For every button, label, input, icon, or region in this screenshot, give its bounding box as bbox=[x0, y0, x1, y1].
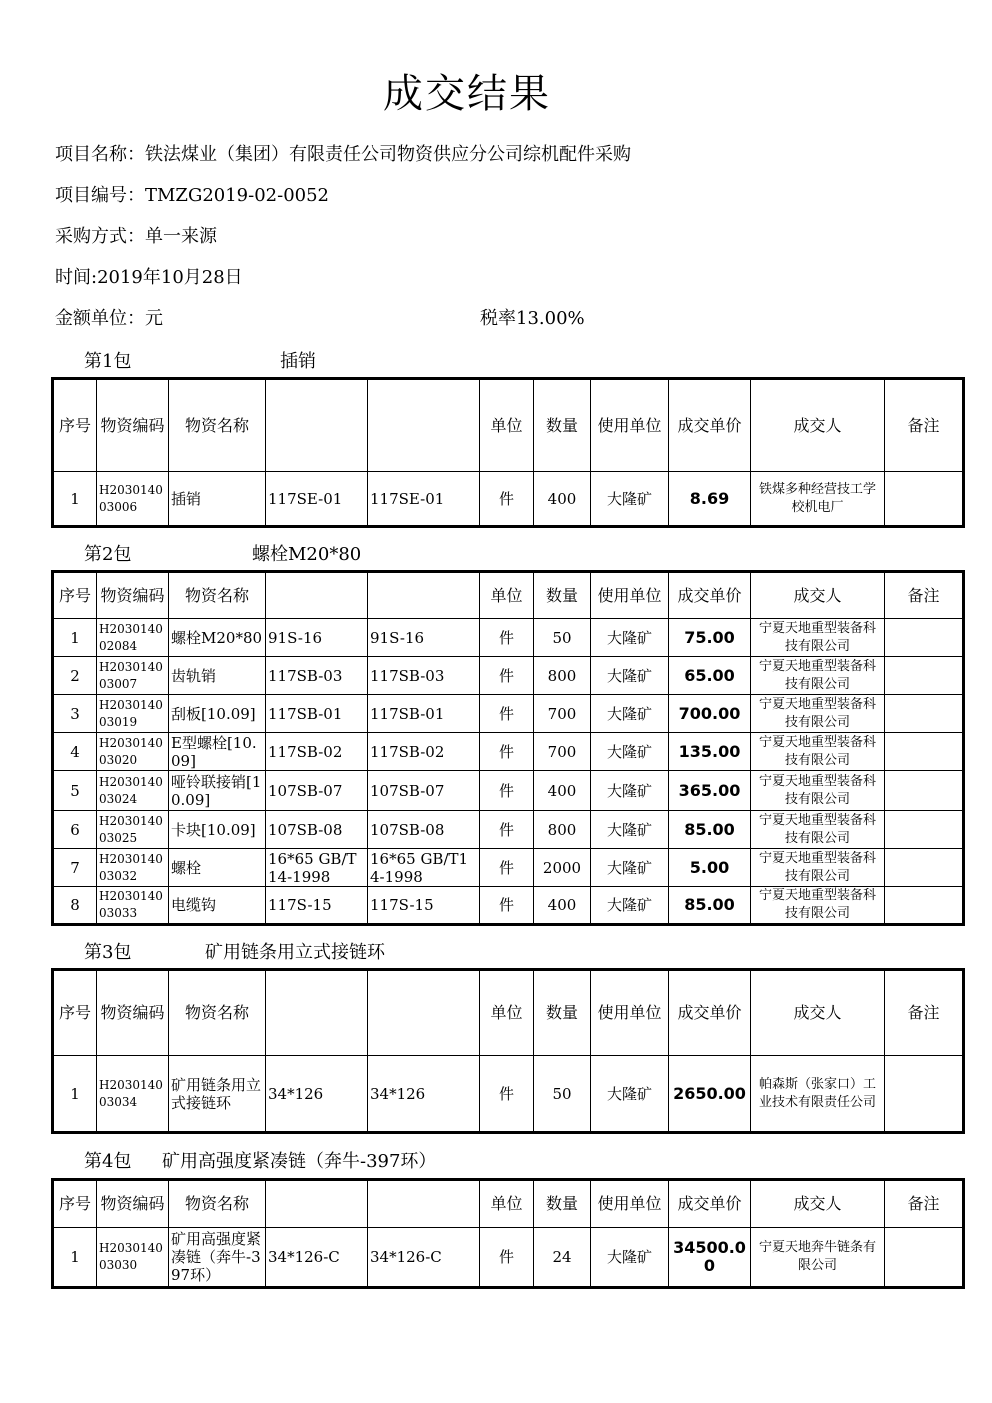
package-name: 矿用链条用立式接链环 bbox=[205, 942, 385, 963]
cell-seq: 8 bbox=[53, 887, 97, 925]
table-row bbox=[53, 1228, 964, 1288]
package-table bbox=[51, 968, 965, 1134]
cell-name: 卡块[10.09] bbox=[169, 811, 266, 849]
cell-supplier: 铁煤多种经营技工学校机电厂 bbox=[751, 472, 885, 527]
table-row bbox=[53, 619, 964, 657]
cell-user: 大隆矿 bbox=[591, 657, 669, 695]
cell-user: 大隆矿 bbox=[591, 849, 669, 887]
cell-name: 插销 bbox=[169, 472, 266, 527]
column-header-unit: 单位 bbox=[480, 572, 534, 619]
column-header-user: 使用单位 bbox=[591, 970, 669, 1056]
cell-deal: 34*126-C bbox=[368, 1228, 480, 1288]
table-row bbox=[53, 771, 964, 811]
column-header-unit: 单位 bbox=[480, 1180, 534, 1228]
cell-ref: 117S-15 bbox=[266, 887, 368, 925]
column-header-price: 成交单价 bbox=[669, 379, 751, 472]
cell-ref: 117SB-02 bbox=[266, 733, 368, 771]
cell-seq: 2 bbox=[53, 657, 97, 695]
cell-supplier: 宁夏天地重型装备科技有限公司 bbox=[751, 811, 885, 849]
table-row bbox=[53, 1056, 964, 1133]
column-header-unit: 单位 bbox=[480, 379, 534, 472]
table-row bbox=[53, 695, 964, 733]
column-header-user: 使用单位 bbox=[591, 572, 669, 619]
package-table bbox=[51, 1178, 965, 1289]
package-number: 第3包 bbox=[84, 942, 132, 963]
cell-unit: 件 bbox=[480, 733, 534, 771]
cell-remark bbox=[885, 619, 964, 657]
cell-remark bbox=[885, 1228, 964, 1288]
cell-user: 大隆矿 bbox=[591, 771, 669, 811]
cell-name: 矿用链条用立式接链环 bbox=[169, 1056, 266, 1133]
cell-unit: 件 bbox=[480, 1228, 534, 1288]
cell-ref: 107SB-08 bbox=[266, 811, 368, 849]
cell-qty: 700 bbox=[534, 733, 591, 771]
table-row bbox=[53, 849, 964, 887]
cell-code: H203014003032 bbox=[97, 849, 169, 887]
cell-deal: 117SB-01 bbox=[368, 695, 480, 733]
cell-supplier: 宁夏天地重型装备科技有限公司 bbox=[751, 887, 885, 925]
column-header-supplier: 成交人 bbox=[751, 572, 885, 619]
column-header-code: 物资编码 bbox=[97, 1180, 169, 1228]
column-header-user: 使用单位 bbox=[591, 1180, 669, 1228]
cell-supplier: 帕森斯（张家口）工业技术有限责任公司 bbox=[751, 1056, 885, 1133]
cell-code: H203014003020 bbox=[97, 733, 169, 771]
cell-price: 8.69 bbox=[669, 472, 751, 527]
cell-qty: 700 bbox=[534, 695, 591, 733]
cell-qty: 800 bbox=[534, 811, 591, 849]
column-header-remark: 备注 bbox=[885, 1180, 964, 1228]
cell-qty: 24 bbox=[534, 1228, 591, 1288]
cell-supplier: 宁夏天地重型装备科技有限公司 bbox=[751, 771, 885, 811]
cell-price: 365.00 bbox=[669, 771, 751, 811]
column-header-ref bbox=[266, 379, 368, 472]
cell-ref: 117SB-03 bbox=[266, 657, 368, 695]
cell-deal: 107SB-07 bbox=[368, 771, 480, 811]
column-header-unit: 单位 bbox=[480, 970, 534, 1056]
column-header-deal bbox=[368, 379, 480, 472]
column-header-supplier: 成交人 bbox=[751, 970, 885, 1056]
cell-supplier: 宁夏天地重型装备科技有限公司 bbox=[751, 695, 885, 733]
cell-seq: 5 bbox=[53, 771, 97, 811]
column-header-deal bbox=[368, 970, 480, 1056]
cell-user: 大隆矿 bbox=[591, 695, 669, 733]
table-header-row bbox=[53, 970, 964, 1056]
cell-remark bbox=[885, 771, 964, 811]
cell-seq: 1 bbox=[53, 472, 97, 527]
cell-supplier: 宁夏天地重型装备科技有限公司 bbox=[751, 733, 885, 771]
cell-price: 5.00 bbox=[669, 849, 751, 887]
cell-qty: 400 bbox=[534, 771, 591, 811]
cell-seq: 1 bbox=[53, 1228, 97, 1288]
cell-code: H203014003019 bbox=[97, 695, 169, 733]
cell-unit: 件 bbox=[480, 811, 534, 849]
column-header-code: 物资编码 bbox=[97, 970, 169, 1056]
cell-supplier: 宁夏天地重型装备科技有限公司 bbox=[751, 619, 885, 657]
cell-deal: 107SB-08 bbox=[368, 811, 480, 849]
column-header-price: 成交单价 bbox=[669, 572, 751, 619]
cell-unit: 件 bbox=[480, 695, 534, 733]
cell-name: 哑铃联接销[10.09] bbox=[169, 771, 266, 811]
cell-unit: 件 bbox=[480, 887, 534, 925]
cell-code: H203014003007 bbox=[97, 657, 169, 695]
cell-deal: 117SE-01 bbox=[368, 472, 480, 527]
cell-remark bbox=[885, 849, 964, 887]
cell-seq: 1 bbox=[53, 1056, 97, 1133]
column-header-ref bbox=[266, 1180, 368, 1228]
package-name: 矿用高强度紧凑链（奔牛-397环） bbox=[162, 1151, 437, 1172]
cell-seq: 4 bbox=[53, 733, 97, 771]
cell-ref: 34*126 bbox=[266, 1056, 368, 1133]
package-name: 插销 bbox=[280, 351, 316, 372]
column-header-remark: 备注 bbox=[885, 970, 964, 1056]
cell-qty: 50 bbox=[534, 619, 591, 657]
document-title: 成交结果 bbox=[383, 71, 551, 117]
column-header-remark: 备注 bbox=[885, 572, 964, 619]
cell-ref: 16*65 GB/T14-1998 bbox=[266, 849, 368, 887]
cell-deal: 91S-16 bbox=[368, 619, 480, 657]
column-header-code: 物资编码 bbox=[97, 572, 169, 619]
cell-user: 大隆矿 bbox=[591, 733, 669, 771]
cell-user: 大隆矿 bbox=[591, 811, 669, 849]
cell-seq: 7 bbox=[53, 849, 97, 887]
cell-ref: 34*126-C bbox=[266, 1228, 368, 1288]
cell-price: 85.00 bbox=[669, 887, 751, 925]
cell-price: 75.00 bbox=[669, 619, 751, 657]
package-number: 第2包 bbox=[84, 544, 132, 565]
cell-name: E型螺栓[10.09] bbox=[169, 733, 266, 771]
cell-name: 电缆钩 bbox=[169, 887, 266, 925]
cell-price: 65.00 bbox=[669, 657, 751, 695]
cell-remark bbox=[885, 695, 964, 733]
cell-remark bbox=[885, 1056, 964, 1133]
cell-user: 大隆矿 bbox=[591, 472, 669, 527]
column-header-deal bbox=[368, 1180, 480, 1228]
cell-ref: 91S-16 bbox=[266, 619, 368, 657]
column-header-name: 物资名称 bbox=[169, 379, 266, 472]
cell-qty: 50 bbox=[534, 1056, 591, 1133]
cell-qty: 800 bbox=[534, 657, 591, 695]
column-header-seq: 序号 bbox=[53, 1180, 97, 1228]
table-row bbox=[53, 733, 964, 771]
cell-code: H203014002084 bbox=[97, 619, 169, 657]
table-row bbox=[53, 657, 964, 695]
column-header-price: 成交单价 bbox=[669, 1180, 751, 1228]
cell-unit: 件 bbox=[480, 472, 534, 527]
cell-name: 矿用高强度紧凑链（奔牛-397环） bbox=[169, 1228, 266, 1288]
column-header-name: 物资名称 bbox=[169, 1180, 266, 1228]
column-header-seq: 序号 bbox=[53, 379, 97, 472]
cell-seq: 3 bbox=[53, 695, 97, 733]
package-number: 第1包 bbox=[84, 351, 132, 372]
cell-ref: 107SB-07 bbox=[266, 771, 368, 811]
cell-supplier: 宁夏天地奔牛链条有限公司 bbox=[751, 1228, 885, 1288]
cell-ref: 117SE-01 bbox=[266, 472, 368, 527]
column-header-seq: 序号 bbox=[53, 572, 97, 619]
cell-deal: 117SB-03 bbox=[368, 657, 480, 695]
cell-price: 85.00 bbox=[669, 811, 751, 849]
cell-seq: 6 bbox=[53, 811, 97, 849]
cell-deal: 117S-15 bbox=[368, 887, 480, 925]
cell-price: 135.00 bbox=[669, 733, 751, 771]
column-header-remark: 备注 bbox=[885, 379, 964, 472]
table-header-row bbox=[53, 379, 964, 472]
procurement-method: 采购方式：单一来源 bbox=[55, 226, 217, 247]
cell-unit: 件 bbox=[480, 1056, 534, 1133]
cell-remark bbox=[885, 887, 964, 925]
cell-code: H203014003030 bbox=[97, 1228, 169, 1288]
cell-code: H203014003034 bbox=[97, 1056, 169, 1133]
cell-user: 大隆矿 bbox=[591, 619, 669, 657]
cell-deal: 16*65 GB/T14-1998 bbox=[368, 849, 480, 887]
cell-remark bbox=[885, 811, 964, 849]
cell-remark bbox=[885, 472, 964, 527]
column-header-ref bbox=[266, 572, 368, 619]
package-table bbox=[51, 377, 965, 528]
cell-qty: 400 bbox=[534, 472, 591, 527]
cell-name: 螺栓M20*80 bbox=[169, 619, 266, 657]
cell-unit: 件 bbox=[480, 619, 534, 657]
cell-remark bbox=[885, 733, 964, 771]
column-header-price: 成交单价 bbox=[669, 970, 751, 1056]
cell-code: H203014003006 bbox=[97, 472, 169, 527]
column-header-seq: 序号 bbox=[53, 970, 97, 1056]
cell-code: H203014003024 bbox=[97, 771, 169, 811]
column-header-qty: 数量 bbox=[534, 572, 591, 619]
cell-code: H203014003033 bbox=[97, 887, 169, 925]
column-header-name: 物资名称 bbox=[169, 970, 266, 1056]
column-header-qty: 数量 bbox=[534, 1180, 591, 1228]
cell-remark bbox=[885, 657, 964, 695]
column-header-qty: 数量 bbox=[534, 379, 591, 472]
table-header-row bbox=[53, 1180, 964, 1228]
column-header-supplier: 成交人 bbox=[751, 1180, 885, 1228]
cell-unit: 件 bbox=[480, 771, 534, 811]
cell-deal: 34*126 bbox=[368, 1056, 480, 1133]
cell-supplier: 宁夏天地重型装备科技有限公司 bbox=[751, 849, 885, 887]
table-row bbox=[53, 811, 964, 849]
table-row bbox=[53, 472, 964, 527]
project-name: 项目名称：铁法煤业（集团）有限责任公司物资供应分公司综机配件采购 bbox=[55, 144, 631, 165]
column-header-deal bbox=[368, 572, 480, 619]
column-header-name: 物资名称 bbox=[169, 572, 266, 619]
package-number: 第4包 bbox=[84, 1151, 132, 1172]
cell-ref: 117SB-01 bbox=[266, 695, 368, 733]
cell-unit: 件 bbox=[480, 849, 534, 887]
column-header-supplier: 成交人 bbox=[751, 379, 885, 472]
cell-seq: 1 bbox=[53, 619, 97, 657]
cell-unit: 件 bbox=[480, 657, 534, 695]
cell-qty: 400 bbox=[534, 887, 591, 925]
cell-qty: 2000 bbox=[534, 849, 591, 887]
column-header-qty: 数量 bbox=[534, 970, 591, 1056]
currency-unit: 金额单位：元 bbox=[55, 308, 163, 329]
cell-name: 刮板[10.09] bbox=[169, 695, 266, 733]
cell-price: 700.00 bbox=[669, 695, 751, 733]
table-row bbox=[53, 887, 964, 925]
cell-user: 大隆矿 bbox=[591, 887, 669, 925]
cell-price: 2650.00 bbox=[669, 1056, 751, 1133]
cell-name: 齿轨销 bbox=[169, 657, 266, 695]
cell-user: 大隆矿 bbox=[591, 1056, 669, 1133]
cell-price: 34500.00 bbox=[669, 1228, 751, 1288]
column-header-user: 使用单位 bbox=[591, 379, 669, 472]
cell-name: 螺栓 bbox=[169, 849, 266, 887]
package-table bbox=[51, 570, 965, 926]
table-header-row bbox=[53, 572, 964, 619]
cell-code: H203014003025 bbox=[97, 811, 169, 849]
package-name: 螺栓M20*80 bbox=[252, 544, 362, 565]
column-header-code: 物资编码 bbox=[97, 379, 169, 472]
cell-supplier: 宁夏天地重型装备科技有限公司 bbox=[751, 657, 885, 695]
column-header-ref bbox=[266, 970, 368, 1056]
project-number: 项目编号：TMZG2019-02-0052 bbox=[55, 185, 330, 206]
date: 时间:2019年10月28日 bbox=[55, 267, 243, 288]
tax-rate: 税率13.00% bbox=[480, 308, 585, 329]
cell-deal: 117SB-02 bbox=[368, 733, 480, 771]
cell-user: 大隆矿 bbox=[591, 1228, 669, 1288]
